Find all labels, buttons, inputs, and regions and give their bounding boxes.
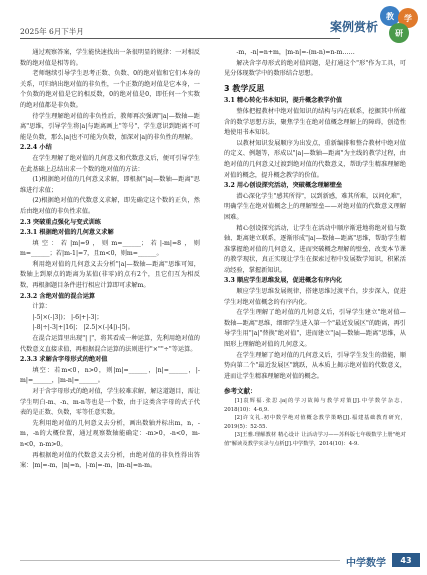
paragraph: 以教材知识发展顺序为出发点，重新编排和整合教材中绝对值的定义、例题等，形成以"|a|—数轴—距离"为主线的教学过程，由绝对值的几何意义过渡到绝对值的代数意义，帮助学生精准理解绝对值的概念，提升概念教学的价值。	[224, 139, 406, 179]
subsection-heading: 2.3.2 含绝对值的混合运算	[20, 292, 96, 300]
right-column-body	[224, 48, 406, 382]
paragraph: -m，-n|=n+m，|m-n|=-(m-n)=n-m……	[236, 49, 355, 56]
issue-date: 2025年 6月下半月	[20, 27, 84, 36]
paragraph: 顺应学生思维发展规律，搭建思维过渡平台，步步深入，促进学生对绝对值概念的有序内化。	[224, 288, 406, 306]
paragraph: 待学生理解绝对值的非负性后，教师再次强调"|a|—数轴—距离"思维，引导学生将|a|与距离画上"等号"，学生意识到距离不可能是负数，那么|a|也不可能为负数，加深对|a|的非负性的理解。	[20, 112, 200, 141]
section-heading: 3 教学反思	[224, 83, 265, 93]
paragraph: 老师继续引导学生思考正数、负数、0的绝对值和它们本身的关系，可归纳出绝对值的非负性，一个正数的绝对值是它本身，一个负数的绝对值是它的相反数，0的绝对值是0，即任何一个实数的绝对值都是非负数。	[20, 70, 200, 109]
paragraph: 填空：若|m|=9，则m=______；若|-m|=8，则m=______；若|m-1|=7，且m<0，则m=______。	[20, 239, 200, 258]
journal-logo: 中学数学	[346, 558, 386, 569]
paragraph: 填空：若m<0，n>0，则|m|=______，|n|=______，|-m|=______，|m-n|=______。	[20, 366, 200, 385]
reference-item: [3]王雅.理解教材 精心设计 让活动学习——苏科版七年级数学上册"绝对值"解读及教学实录与点析[J].中学数学，2014(10)：4-9.	[224, 432, 406, 447]
subsection-heading: 3.1 精心转化书本知识，提升概念教学价值	[224, 97, 343, 105]
badge-circle-3: 研	[389, 23, 409, 43]
paragraph: (1)根据绝对值的几何意义求解，即根据"|a|—数轴—距离"思维进行求值；	[20, 176, 200, 194]
subsection-heading: 2.2.4 小结	[20, 144, 52, 152]
paragraph: 在混合运算里出现"| |"，将其看成一种运算，先利用绝对值的代数意义直接求值，再根据混合运算的法则进行"×""÷"等运算。	[20, 335, 200, 353]
paragraph: 先利用绝对值的几何意义去分析，画出数轴并标出m，n，-m，-n的大概位置，通过观察数轴能确定：-m>0，-n<0，m-n<0，n-m>0。	[20, 419, 200, 448]
reference-item: [2]许文礼.初中数学绝对值概念教学策略[J].福建基础教育研究，2019(5)：52-55.	[224, 415, 406, 430]
paragraph: (2)根据绝对值的代数意义求解，即先确定这个数的正负，然后由绝对值的非负性求值。	[20, 197, 200, 215]
paragraph: |-5|×(-|3|)； |-6|+|-3|；	[32, 313, 103, 321]
paragraph: 潜心深化学生"感其所得"，以到新感，难其所难，以问化难"，明确学生在绝对值概念上的理解壁垒——对绝对值的代数意义理解困难。	[224, 192, 406, 221]
paragraph: 在学生理解了绝对值的几何意义后，引导学生建立"绝对值—数轴—距离"思维，细细学生进入第一个"最近发展区"的距离，再引导学生用"|a|"替换"绝对值"，进而建立"|a|—数轴—距离"思维，从图形上理解绝对值的几何意义。	[224, 309, 406, 349]
subsection-heading: 2.3.3 求解含字母形式的绝对值	[20, 356, 108, 364]
page-footer	[0, 550, 427, 575]
footer-rule	[20, 560, 340, 561]
paragraph: |-8|÷|-3|+|16|； |2.5|×(-|4|)-|5|。	[32, 324, 134, 332]
subsection-heading: 2.3.1 根据绝对值的几何意义求解	[20, 229, 114, 237]
badge-circle-2: 学	[398, 8, 418, 28]
paragraph: 再根据绝对值的代数意义去分析，由绝对值的非负性得出答案：|m|=-m，|n|=n，|-m|=-m，|m-n|=n-m。	[20, 451, 200, 470]
paragraph: 精心创设探究活动，让学生在活动中顺序渐进地将绝对值与数轴、距离建立联系，逐渐形成"|a|—数轴—距离"思维，帮助学生精准掌握绝对值的几何意义，进而突破概念理解的壁垒，改变本节课的教学现状，真正实现让学生在探索过程中发展数学知识，积累活动经验，掌握新知识。	[224, 224, 406, 274]
paragraph: 整体把握教材中绝对值知识的结构与内在联系，挖掘其中所蕴含的数学思想方法，聚焦学生在绝对值概念理解上的障碍，创造性地使用书本知识。	[224, 107, 406, 137]
badge-circle-1: 教	[380, 6, 400, 26]
paragraph: 利用绝对值的几何意义去分析"|a|—数轴—距离"思维可知，数轴上到原点的距离为某值(非零)的点有2个，且它们互为相反数，再根据题目条件进行相应计算即可求解m。	[20, 260, 200, 290]
paragraph: 解决含字母形式的绝对值问题，是打通这个"形"作为工具，可见分体现数学中的数形结合思想。	[224, 59, 406, 78]
paragraph: 计算：	[32, 303, 51, 311]
section-title: 案例赏析	[330, 20, 379, 34]
page-number: 43	[392, 553, 420, 567]
subsection-heading: 2.3 突破重点强化与变式训练	[20, 218, 101, 226]
subsection-heading: 3.2 用心创设探究活动，突破概念理解壁垒	[224, 182, 343, 190]
paragraph: 在学生理解了绝对值的几何意义和代数意义后，便可引导学生在此基础上总结出求一个数的绝对值的方法：	[20, 154, 200, 173]
paragraph: 对于含字母形式的绝对值，学生较难求解，解这道题目，需让学生明白-m、-n、m-n等也是一个数，由于这类含字母的式子代表的是正数、负数，零等任意实数。	[20, 388, 200, 417]
left-column	[20, 48, 200, 472]
section-badge	[372, 4, 424, 44]
references-title: 参考文献：	[224, 387, 257, 396]
paragraph: 通过观察答案，学生能快速找出一条很明显的规律：一对相反数的绝对值是相等的。	[20, 49, 200, 67]
references-list	[224, 397, 406, 449]
page-header	[0, 0, 427, 44]
reference-item: [1]袁辉福.张思.|a|的学习故障与教学对策[J].中学数学杂志，2018(10)：4-6,9.	[224, 398, 406, 413]
subsection-heading: 3.3 顺应学生思维发展，促进概念有序内化	[224, 277, 343, 285]
right-column	[224, 48, 406, 449]
header-rule	[20, 38, 340, 39]
paragraph: 在学生理解了绝对值的几何意义后，引导学生发生的潜能，顺势向第二个"最近发展区"跳跃，从本质上揭示绝对值的代数意义，进而让学生精准理解绝对值的概念。	[224, 351, 406, 380]
